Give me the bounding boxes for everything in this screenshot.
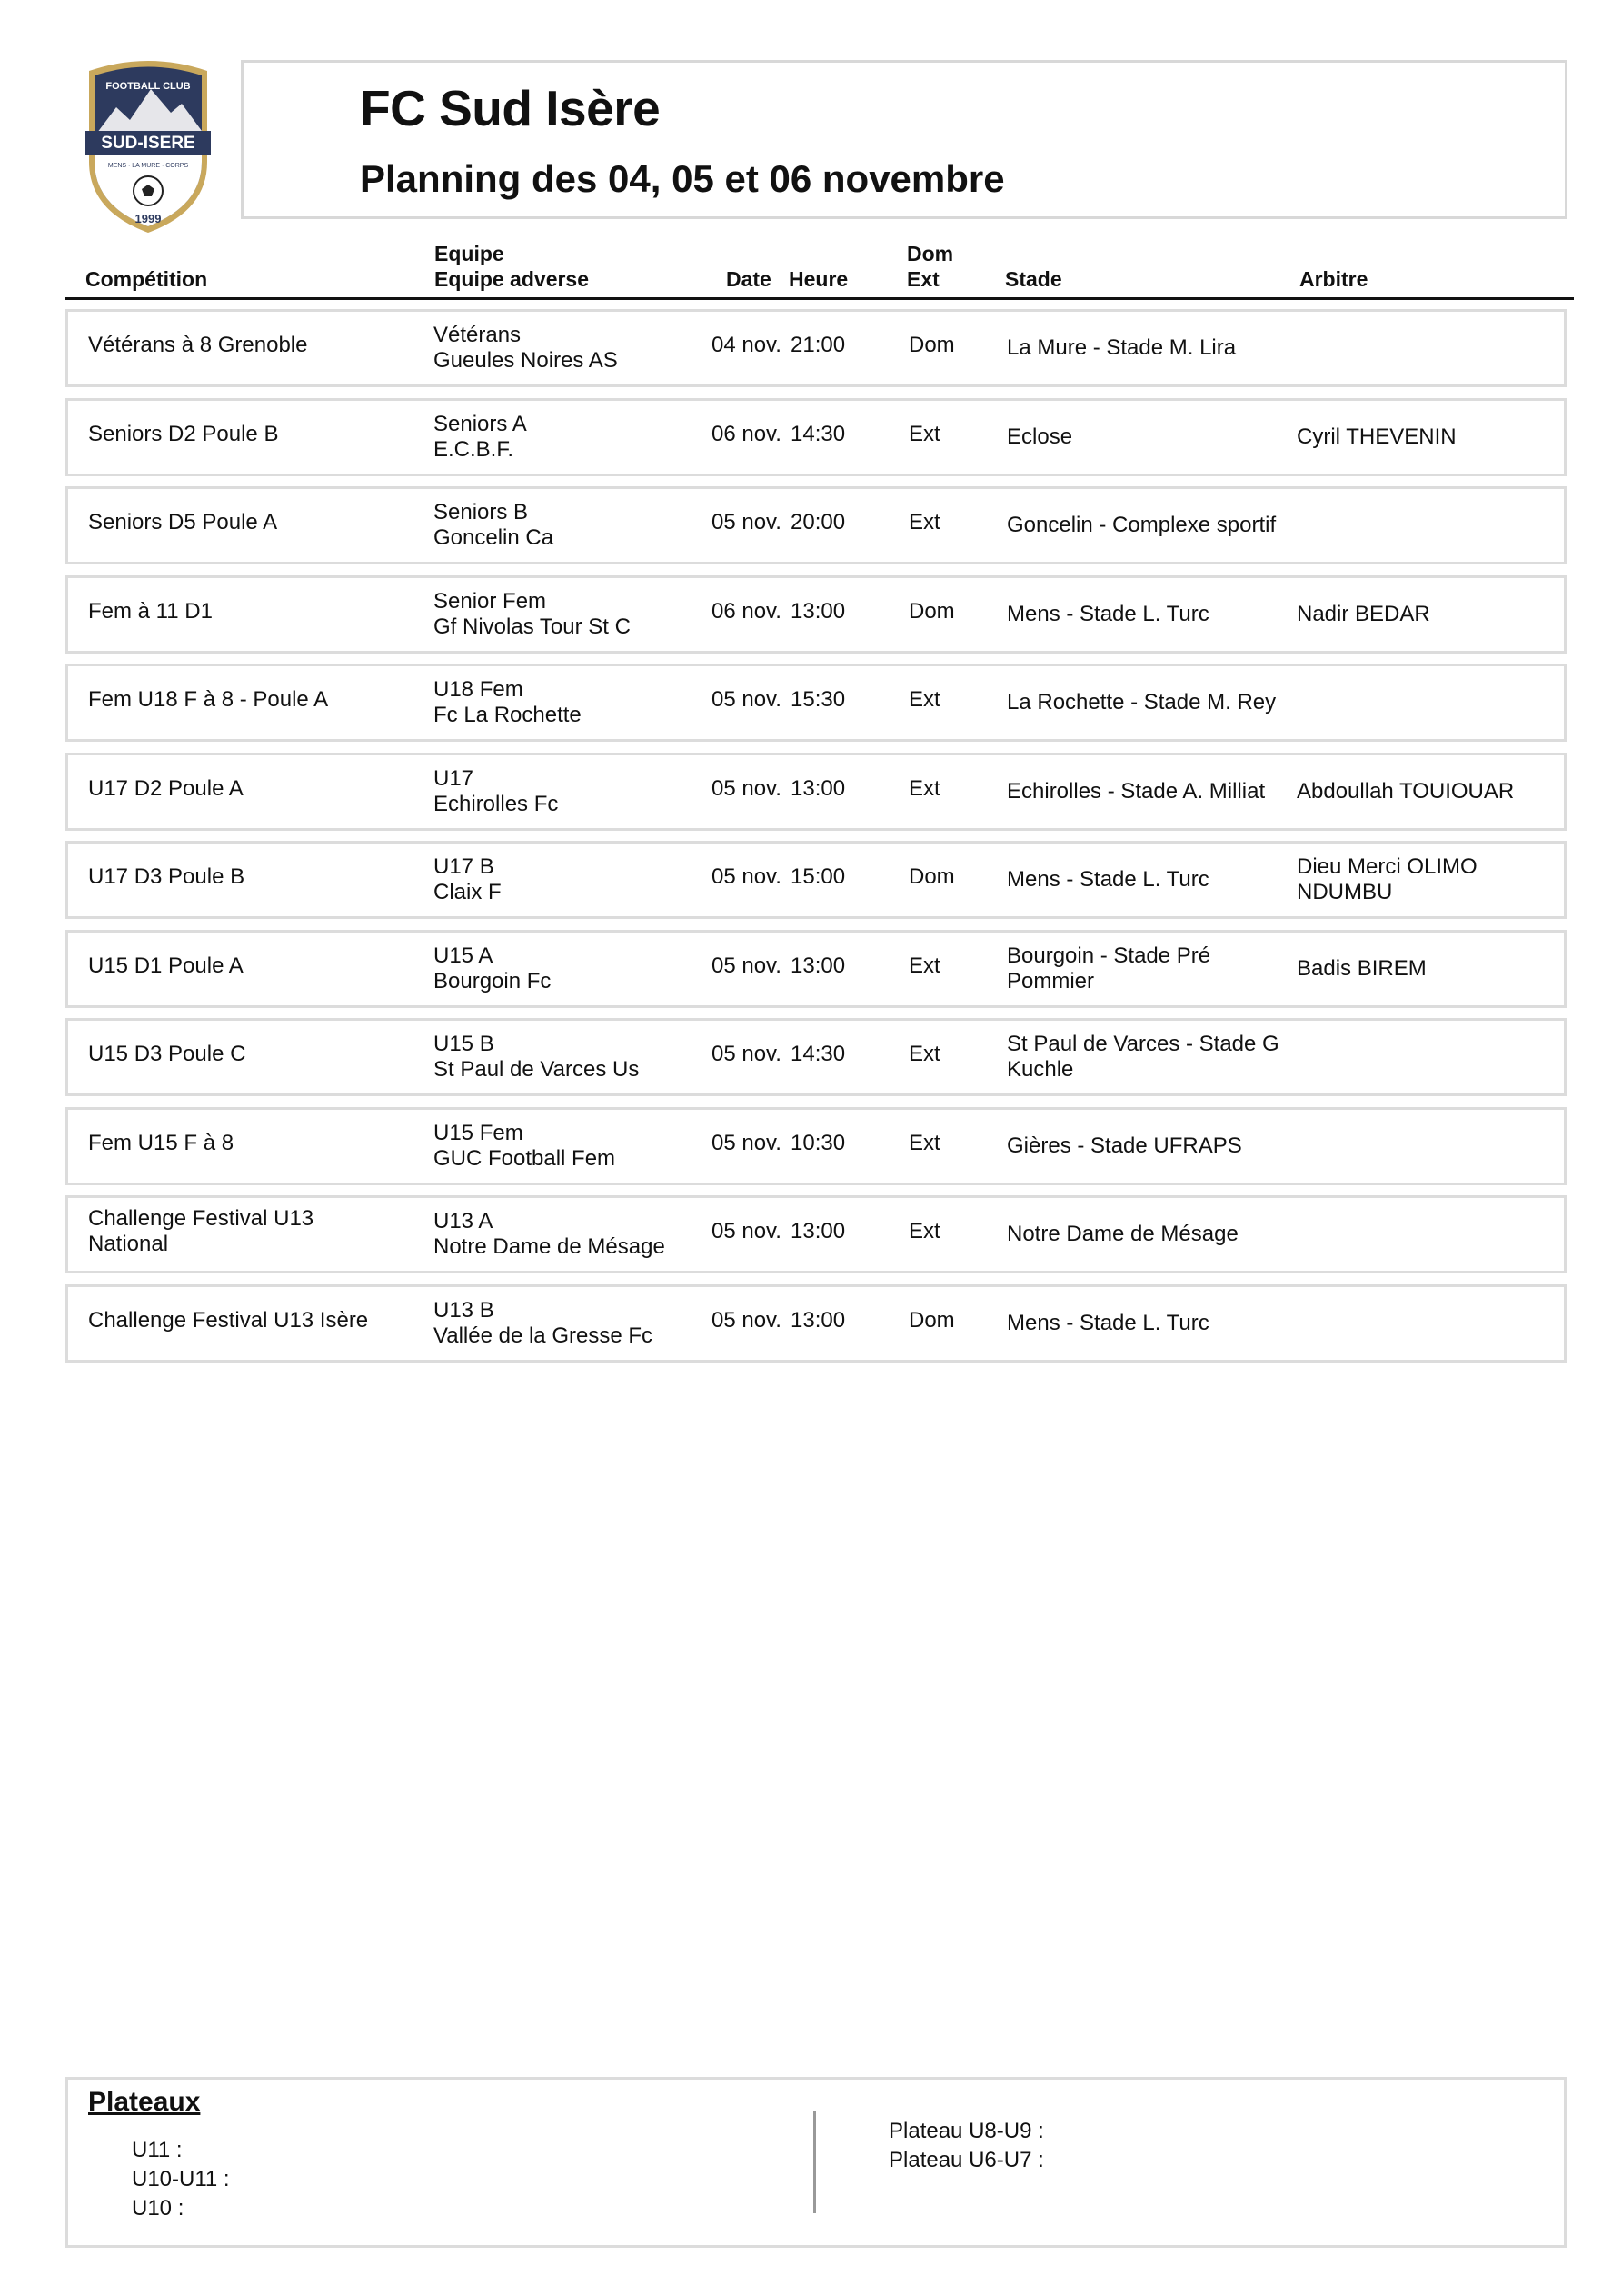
team-cell-line: U13 B [433, 1297, 494, 1323]
dom-ext-cell [909, 1219, 981, 1244]
team-cell-line: E.C.B.F. [433, 436, 514, 462]
team-cell-line: U15 Fem [433, 1120, 523, 1145]
competition-cell [88, 1131, 415, 1156]
time-cell-line: 14:30 [791, 1042, 846, 1066]
dom-ext-cell-line: Ext [909, 1219, 940, 1243]
match-row [65, 1107, 1567, 1185]
competition-cell-line: Seniors D5 Poule A [88, 510, 278, 534]
time-cell [791, 599, 863, 624]
competition-cell-line: U17 D2 Poule A [88, 775, 244, 801]
team-cell [433, 412, 706, 463]
date-cell-line: 06 nov. [711, 421, 781, 446]
header-equipe [434, 241, 589, 292]
match-row [65, 575, 1567, 654]
date-cell [711, 1219, 793, 1244]
stade-cell [1007, 779, 1279, 804]
date-cell-line: 04 nov. [711, 333, 781, 357]
team-cell-line: Fc La Rochette [433, 703, 582, 727]
time-cell-line: 20:00 [791, 510, 846, 534]
stade-cell-line: Echirolles - Stade A. Milliat [1007, 778, 1266, 804]
dom-ext-cell-line: Ext [909, 953, 940, 978]
team-cell-line: Gueules Noires AS [433, 348, 618, 373]
time-cell [791, 953, 863, 979]
stade-cell-line: Notre Dame de Mésage [1007, 1222, 1239, 1246]
match-row [65, 1018, 1567, 1096]
date-cell-line: 05 nov. [711, 953, 781, 978]
time-cell [791, 1042, 863, 1067]
plateau-u10-u11: U10-U11 : [132, 2167, 230, 2191]
date-cell-line: 05 nov. [711, 510, 781, 534]
competition-cell [88, 864, 415, 890]
arbitre-cell [1297, 854, 1560, 905]
match-row [65, 930, 1567, 1008]
time-cell [791, 1308, 863, 1333]
match-row [65, 1195, 1567, 1273]
stade-cell-line: Pommier [1007, 968, 1095, 993]
stade-cell-line: Gières - Stade UFRAPS [1007, 1133, 1242, 1158]
team-cell-line: GUC Football Fem [433, 1145, 616, 1171]
team-cell-line: U17 B [433, 854, 494, 879]
stade-cell-line: Mens - Stade L. Turc [1007, 1310, 1209, 1335]
team-cell-line: Claix F [433, 880, 502, 904]
stade-cell [1007, 943, 1279, 994]
time-cell-line: 13:00 [791, 775, 846, 801]
header-equipe-label: Equipe [434, 242, 504, 265]
match-row [65, 398, 1567, 476]
dom-ext-cell-line: Ext [909, 510, 940, 534]
time-cell-line: 14:30 [791, 421, 846, 446]
arbitre-cell [1297, 779, 1560, 804]
time-cell-line: 13:00 [791, 1307, 846, 1333]
time-cell-line: 13:00 [791, 598, 846, 624]
competition-cell-line: Fem à 11 D1 [88, 598, 213, 624]
date-cell [711, 953, 793, 979]
date-cell-line: 05 nov. [711, 1219, 781, 1243]
dom-ext-cell-line: Ext [909, 421, 940, 446]
competition-cell-line: U15 D3 Poule C [88, 1042, 246, 1066]
stade-cell [1007, 424, 1279, 450]
stade-cell-line: La Mure - Stade M. Lira [1007, 335, 1237, 360]
logo-year: 1999 [134, 212, 162, 225]
arbitre-cell [1297, 602, 1560, 627]
header-equipe-adverse-label: Equipe adverse [434, 267, 590, 291]
time-cell-line: 10:30 [791, 1130, 846, 1155]
dom-ext-cell [909, 864, 981, 890]
time-cell [791, 687, 863, 713]
arbitre-cell-line: NDUMBU [1297, 880, 1393, 904]
competition-cell-line: Fem U15 F à 8 [88, 1130, 234, 1155]
dom-ext-cell [909, 510, 981, 535]
competition-cell [88, 776, 415, 802]
header-stade: Stade [1005, 267, 1062, 291]
plateau-u10: U10 : [132, 2196, 184, 2221]
date-cell-line: 05 nov. [711, 1307, 781, 1333]
stade-cell-line: Bourgoin - Stade Pré [1007, 943, 1211, 968]
stade-cell [1007, 513, 1279, 538]
dom-ext-cell [909, 1131, 981, 1156]
team-cell-line: Vétérans [433, 323, 522, 347]
competition-cell-line: Fem U18 F à 8 - Poule A [88, 687, 329, 712]
time-cell-line: 15:00 [791, 864, 846, 889]
team-cell-line: Goncelin Ca [433, 525, 554, 550]
club-name: FC Sud Isère [360, 80, 661, 136]
arbitre-cell [1297, 424, 1560, 450]
team-cell-line: U17 [433, 765, 474, 791]
header-dom-label: Dom [907, 242, 954, 265]
dom-ext-cell-line: Ext [909, 775, 940, 801]
date-cell [711, 1131, 793, 1156]
header-competition: Compétition [85, 267, 208, 291]
stade-cell [1007, 1133, 1279, 1159]
header-date: Date [726, 267, 771, 291]
stade-cell [1007, 602, 1279, 627]
date-cell-line: 05 nov. [711, 775, 781, 801]
plateau-u11: U11 : [132, 2138, 183, 2162]
stade-cell-line: La Rochette - Stade M. Rey [1007, 690, 1277, 714]
team-cell [433, 766, 706, 817]
date-cell-line: 05 nov. [711, 1130, 781, 1155]
stade-cell-line: Mens - Stade L. Turc [1007, 601, 1209, 626]
header-ext-label: Ext [907, 267, 940, 291]
time-cell-line: 21:00 [791, 333, 846, 357]
team-cell-line: Senior Fem [433, 588, 547, 614]
arbitre-cell [1297, 956, 1560, 982]
time-cell [791, 864, 863, 890]
dom-ext-cell [909, 1042, 981, 1067]
team-cell-line: Gf Nivolas Tour St C [433, 614, 631, 639]
time-cell [791, 333, 863, 358]
time-cell [791, 776, 863, 802]
time-cell-line: 13:00 [791, 953, 846, 978]
competition-cell-line: National [88, 1232, 169, 1256]
logo-top-text: FOOTBALL CLUB [105, 81, 191, 92]
competition-cell [88, 1308, 415, 1333]
date-cell [711, 864, 793, 890]
header-dom-ext [907, 241, 953, 292]
match-row [65, 841, 1567, 919]
date-cell-line: 05 nov. [711, 687, 781, 712]
time-cell [791, 422, 863, 447]
team-cell-line: St Paul de Varces Us [433, 1057, 640, 1082]
date-cell [711, 333, 793, 358]
logo-name: SUD-ISERE [101, 134, 195, 153]
stade-cell [1007, 690, 1279, 715]
header-heure: Heure [789, 267, 849, 291]
date-cell-line: 06 nov. [711, 598, 781, 624]
competition-cell [88, 687, 415, 713]
competition-cell-line: Seniors D2 Poule B [88, 421, 279, 446]
team-cell-line: Seniors A [433, 411, 527, 436]
match-row [65, 753, 1567, 831]
dom-ext-cell-line: Ext [909, 1042, 940, 1066]
dom-ext-cell [909, 333, 981, 358]
competition-cell [88, 1206, 415, 1257]
dom-ext-cell [909, 422, 981, 447]
team-cell-line: Echirolles Fc [433, 791, 559, 816]
competition-cell-line: Vétérans à 8 Grenoble [88, 333, 308, 357]
dom-ext-cell-line: Dom [909, 864, 955, 889]
time-cell [791, 510, 863, 535]
arbitre-cell-line: Cyril THEVENIN [1297, 424, 1457, 449]
match-row [65, 486, 1567, 564]
dom-ext-cell-line: Dom [909, 1307, 955, 1333]
team-cell-line: Seniors B [433, 500, 529, 524]
date-cell [711, 422, 793, 447]
dom-ext-cell [909, 599, 981, 624]
time-cell-line: 13:00 [791, 1219, 846, 1243]
dom-ext-cell-line: Ext [909, 687, 940, 712]
date-cell [711, 776, 793, 802]
time-cell [791, 1219, 863, 1244]
stade-cell-line: Kuchle [1007, 1057, 1074, 1082]
team-cell [433, 1209, 706, 1260]
stade-cell-line: St Paul de Varces - Stade G [1007, 1032, 1279, 1056]
date-cell [711, 1042, 793, 1067]
dom-ext-cell [909, 687, 981, 713]
stade-cell-line: Eclose [1007, 424, 1073, 449]
team-cell [433, 323, 706, 374]
plateaux-divider [813, 2111, 816, 2213]
arbitre-cell-line: Dieu Merci OLIMO [1297, 854, 1478, 879]
date-cell-line: 05 nov. [711, 864, 781, 889]
team-cell-line: U13 A [433, 1209, 493, 1233]
team-cell-line: U15 B [433, 1032, 494, 1056]
stade-cell-line: Mens - Stade L. Turc [1007, 867, 1209, 892]
arbitre-cell-line: Nadir BEDAR [1297, 601, 1430, 626]
arbitre-cell-line: Badis BIREM [1297, 955, 1427, 981]
dom-ext-cell [909, 776, 981, 802]
competition-cell [88, 510, 415, 535]
team-cell-line: Vallée de la Gresse Fc [433, 1323, 652, 1348]
stade-cell [1007, 1032, 1279, 1083]
team-cell [433, 589, 706, 640]
dom-ext-cell-line: Ext [909, 1130, 940, 1155]
header-arbitre: Arbitre [1299, 267, 1368, 291]
team-cell [433, 943, 706, 994]
stade-cell [1007, 867, 1279, 893]
competition-cell-line: U17 D3 Poule B [88, 864, 245, 889]
plateaux-box [65, 2077, 1567, 2248]
date-cell [711, 1308, 793, 1333]
stade-cell [1007, 1222, 1279, 1247]
stade-cell [1007, 1311, 1279, 1336]
competition-cell [88, 333, 415, 358]
club-logo [80, 55, 216, 236]
date-cell [711, 687, 793, 713]
team-cell-line: Bourgoin Fc [433, 968, 552, 993]
competition-cell [88, 422, 415, 447]
stade-cell [1007, 335, 1279, 361]
competition-cell [88, 599, 415, 624]
competition-cell-line: Challenge Festival U13 [88, 1206, 314, 1231]
team-cell [433, 1121, 706, 1172]
header-box [241, 60, 1567, 219]
match-row [65, 309, 1567, 387]
arbitre-cell-line: Abdoullah TOUIOUAR [1297, 778, 1515, 804]
date-cell [711, 599, 793, 624]
dom-ext-cell [909, 1308, 981, 1333]
planning-title: Planning des 04, 05 et 06 novembre [360, 157, 1005, 200]
time-cell-line: 15:30 [791, 687, 846, 712]
plateau-u8-u9: Plateau U8-U9 : [889, 2119, 1044, 2143]
date-cell [711, 510, 793, 535]
plateaux-title: Plateaux [88, 2087, 201, 2117]
stade-cell-line: Goncelin - Complexe sportif [1007, 513, 1277, 537]
date-cell-line: 05 nov. [711, 1042, 781, 1066]
team-cell-line: U15 A [433, 943, 493, 968]
dom-ext-cell-line: Dom [909, 333, 955, 357]
team-cell [433, 1298, 706, 1349]
team-cell [433, 500, 706, 551]
logo-towns: MENS · LA MURE · CORPS [107, 163, 189, 169]
plateau-u6-u7: Plateau U6-U7 : [889, 2148, 1044, 2172]
competition-cell [88, 953, 415, 979]
team-cell [433, 854, 706, 905]
competition-cell-line: U15 D1 Poule A [88, 953, 244, 978]
competition-cell-line: Challenge Festival U13 Isère [88, 1307, 369, 1333]
match-row [65, 1284, 1567, 1363]
time-cell [791, 1131, 863, 1156]
match-row [65, 664, 1567, 742]
competition-cell [88, 1042, 415, 1067]
team-cell [433, 1032, 706, 1083]
dom-ext-cell [909, 953, 981, 979]
column-headers [65, 238, 1574, 300]
team-cell-line: U18 Fem [433, 677, 523, 702]
team-cell [433, 677, 706, 728]
team-cell-line: Notre Dame de Mésage [433, 1234, 665, 1259]
dom-ext-cell-line: Dom [909, 598, 955, 624]
